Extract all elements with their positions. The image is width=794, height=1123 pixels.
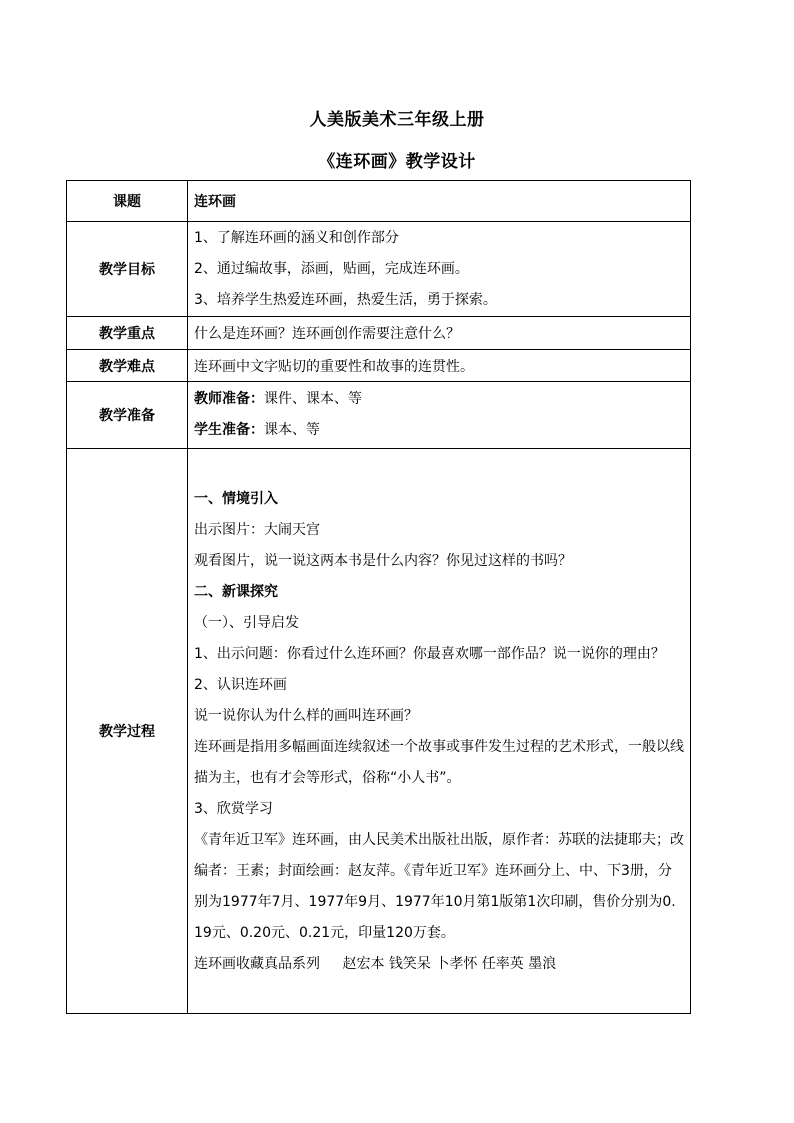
- difficulty-value: 连环画中文字贴切的重要性和故事的连贯性。: [188, 350, 691, 382]
- goal-item: 2、通过编故事，添画，贴画，完成连环画。: [194, 260, 469, 277]
- process-content: [188, 449, 691, 1014]
- table-row-preparation: [67, 382, 691, 449]
- document-subtitle: 《连环画》教学设计: [318, 152, 476, 172]
- collection-label: 连环画收藏真品系列: [194, 955, 320, 972]
- student-preparation: [194, 415, 684, 446]
- process-label: 教学过程: [67, 449, 188, 1014]
- sub-heading: （一）、引导启发: [194, 614, 299, 631]
- section-heading: 二、新课探究: [194, 583, 278, 600]
- collection-item: 钱笑呆: [388, 955, 431, 972]
- preparation-content: [188, 382, 691, 449]
- paragraph: 说一说你认为什么样的画叫连环画？: [194, 707, 418, 724]
- goals-label: 教学目标: [67, 222, 188, 317]
- sub-heading: 3、欣赏学习: [194, 800, 273, 817]
- goal-item: 1、了解连环画的涵义和创作部分: [194, 229, 399, 246]
- teacher-preparation-label: 教师准备：: [194, 391, 264, 407]
- collection-line: [194, 949, 684, 980]
- paragraph: 出示图片：大闹天宫: [194, 521, 320, 538]
- paragraph: 1、出示问题：你看过什么连环画？你最喜欢哪一部作品？说一说你的理由？: [194, 645, 665, 662]
- paragraph: 《青年近卫军》连环画，由人民美术出版社出版，原作者：苏联的法捷耶夫；改编者：王素；封面绘画：赵友萍。《青年近卫军》连环画分上、中、下3册，分别为1977年7月、1977年9月、1977年10月第1版第1次印刷，售价分别为0.19元、0.20元、0.21元，印量120万套。: [194, 831, 684, 941]
- key-point-value: 什么是连环画？连环画创作需要注意什么？: [188, 317, 691, 350]
- document-title: 人美版美术三年级上册: [309, 110, 485, 130]
- topic-value: 连环画: [188, 181, 691, 222]
- teacher-preparation: [194, 384, 684, 415]
- preparation-label: 教学准备: [67, 382, 188, 449]
- collection-item: 赵宏本: [342, 955, 385, 972]
- student-preparation-value: 课本、等: [264, 422, 320, 438]
- collection-item: 墨浪: [528, 955, 557, 972]
- paragraph: 连环画是指用多幅画面连续叙述一个故事或事件发生过程的艺术形式，一般以线描为主，也有才会等形式，俗称“小人书”。: [194, 738, 684, 786]
- table-row-topic: [67, 181, 691, 222]
- section-heading: 一、情境引入: [194, 490, 278, 507]
- lesson-plan-table: [66, 180, 691, 1014]
- topic-label: 课题: [67, 181, 188, 222]
- sub-heading: 2、认识连环画: [194, 676, 287, 693]
- student-preparation-label: 学生准备：: [194, 422, 264, 438]
- key-point-label: 教学重点: [67, 317, 188, 350]
- collection-item: 任率英: [481, 955, 524, 972]
- table-row-goals: [67, 222, 691, 317]
- table-row-process: [67, 449, 691, 1014]
- collection-item: 卜孝怀: [435, 955, 478, 972]
- teacher-preparation-value: 课件、课本、等: [264, 391, 362, 407]
- table-row-key-point: [67, 317, 691, 350]
- goals-content: [188, 222, 691, 317]
- difficulty-label: 教学难点: [67, 350, 188, 382]
- table-row-difficulty: [67, 350, 691, 382]
- paragraph: 观看图片，说一说这两本书是什么内容？你见过这样的书吗？: [194, 552, 572, 569]
- goal-item: 3、培养学生热爱连环画，热爱生活，勇于探索。: [194, 291, 497, 308]
